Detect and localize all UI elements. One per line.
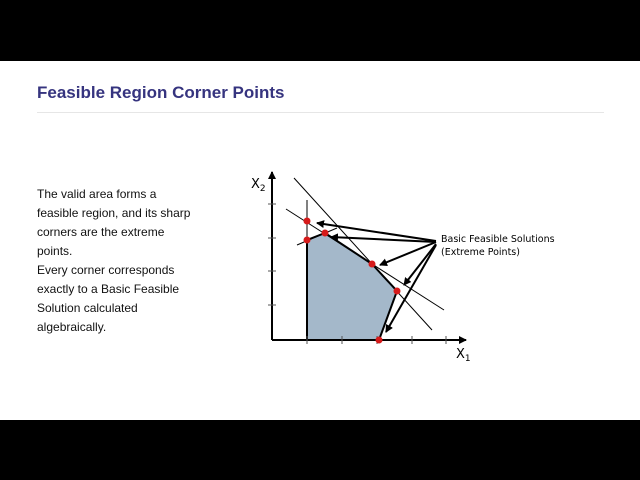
corner-point (304, 237, 311, 244)
corner-point (369, 261, 376, 268)
x-axis-label: $X_1$ (456, 347, 471, 364)
paragraph-basic-feasible-solution: Every corner corresponds exactly to a Basic Feasible Solution calculated algebraically. (37, 263, 180, 334)
corner-point (322, 230, 329, 237)
paragraph-feasible-region: The valid area forms a feasible region, and its sharp corners are the extreme points. (37, 187, 191, 258)
y-axis-label: $X_2$ (251, 177, 266, 194)
corner-point (376, 337, 383, 344)
annotation-label-line1: Basic Feasible Solutions (441, 234, 555, 245)
slide-title: Feasible Region Corner Points (37, 83, 285, 102)
annotation-arrow (404, 244, 436, 285)
corner-point (304, 218, 311, 225)
annotation-label-line2: (Extreme Points) (441, 247, 520, 258)
corner-point (394, 288, 401, 295)
feasible-region (307, 233, 397, 340)
